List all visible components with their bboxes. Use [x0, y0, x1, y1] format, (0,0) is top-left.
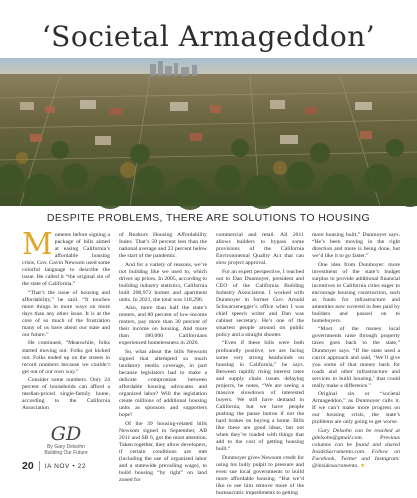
article-paragraph: Of the 39 housing-related bills Newsom signed in September, AB 2011 and SB 6, got the most attention. Taken together, they allow developers, if certain conditions are met (including the use of organized labor and a statewide prevailing wage), to build housing “by right” on land zoned for	[119, 420, 207, 484]
aerial-city-photo	[0, 58, 417, 206]
article-paragraph: of Realtors Housing Affordability Index. That’s 50 percent less than the national average and 23 percent below the start of the pandemic.	[119, 232, 207, 260]
page-number: 20	[22, 460, 34, 472]
article-column-2	[119, 232, 207, 486]
headline: ‘Societal Armageddon’	[41, 20, 376, 53]
article-paragraph: And for a variety of reasons, we’re not building like we used to, which drives up prices. In 2005, according to building industry statistics, California built 208,972 homes and apartment units. In 2021, the total was 118,296.	[119, 261, 207, 303]
article-paragraph: He continued, “Meanwhile, folks started moving out. Folks got kicked out. Folks ended up on the streets in record numbers because we couldn’t get out of our own way.”	[22, 340, 110, 375]
author-signature	[22, 424, 110, 456]
article-paragraph: Consider some numbers. Only 24 percent of households can afford a median-priced single-family home, according to the California Association	[22, 377, 110, 412]
article-paragraph: Moments before signing a package of bills aimed at easing California’s affordable housing crisis, Gov. Gavin Newsom used some colorful language to describe the issue. He called it “the original sin of the state of California.”	[22, 227, 110, 288]
article-paragraph: “That’s the issue of housing and affordability,” he said. “It touches more things in more ways on more days than any other issue. It is at the core of so much of the frustration many of us have about our state and our future.”	[22, 289, 110, 339]
article-paragraph: commercial and retail. All 2011 allows builders to bypass some provisions of the California Environmental Quality Act that can slow project approval.	[216, 232, 304, 267]
article-paragraph: So, what about the bills Newsom signed that attempted so much laudatory media coverage, in part because legislators had to make a delicate compromise between affordable housing advocates and organized labor? Will the legislation create millions of additional housing units as sponsors and supporters hope?	[119, 348, 207, 419]
footer-divider	[39, 461, 40, 471]
magazine-issue: IA NOV • 22	[44, 462, 87, 470]
article-column-3	[216, 232, 304, 498]
subhead: DESPITE PROBLEMS, THERE ARE SOLUTIONS TO HOUSING	[46, 212, 371, 224]
article-column-1	[22, 227, 110, 414]
article-paragraph: “Most of the money local governments raise through property taxes goes back to the state,” Dunmoyer says. “If the state used a carrot approach and said, ‘We’ll give you some of that money back for roads and other infrastructure and services to build housing,’ that could really make a difference.”	[312, 326, 400, 389]
page-footer	[22, 460, 86, 472]
end-mark-icon: ★	[360, 463, 366, 470]
author-bio: Gary Delsohn can be reached at gdelsohn@gmail.com. Previous columns can be found and shared InsideSacramento.com. Follow on Facebook, Twitter and Instagram: @insidesacramento. ★	[312, 427, 400, 470]
article-column-4	[312, 232, 400, 472]
article-paragraph: For an expert perspective, I reached out to Dan Dunmoyer, president and CEO of the California Building Industry Association. I worked with Dunmoyer in former Gov. Arnold Schwarzenegger’s office when I was chief speech writer and Dan was cabinet secretary. He’s one of the smartest people around on public policy and a straight shooter.	[216, 268, 304, 339]
column-tagline: Building Our Future	[44, 450, 88, 457]
article-paragraph: Also, more than half the state’s renters, and 80 percent of low-income renters, pay more than 30 percent of their income on housing. And more than 180,000 Californians experienced homelessness in 2020.	[119, 305, 207, 347]
drop-cap: M	[22, 227, 53, 262]
author-name: By Gary Delsohn	[47, 444, 85, 450]
article-paragraph: Original sin or “societal Armageddon,” as Dunmoyer calls it. If we can’t make more progress on our housing crisis, the state’s problems are only going to get worse.	[312, 391, 400, 426]
article-paragraph: Dunmoyer gives Newsom credit for using his bully pulpit to pressure and even sue local governments to build more affordable housing. “But we’d like to see him remove more of the bureaucratic impediments to getting	[216, 454, 304, 496]
article-paragraph: more housing built,” Dunmoyer says. “He’s been moving in the right direction and more is being done, but we’d like it to go faster.”	[312, 232, 400, 260]
signature-mark: GD	[50, 423, 82, 445]
article-paragraph: “Even if these bills were both profoundly positive, we are facing some very strong headwinds on housing in California,” he says. Between rapidly rising interest rates and supply chain issues delaying projects, he notes, “We are seeing a massive slowdown of interested buyers. We still have demand in California, but we have people pushing the pause button if not the hard brakes on buying a home. Bills like these are good ideas, but not when they’re loaded with things that add to the cost of getting housing built.”	[216, 340, 304, 453]
article-paragraph: One idea from Dunmoyer: more investment of the state’s budget surplus to provide additional financial incentives to California cities eager to encourage housing construction, such as funds for infrastructure and amenities now covered in fees paid by builders and passed on to homebuyers.	[312, 261, 400, 324]
